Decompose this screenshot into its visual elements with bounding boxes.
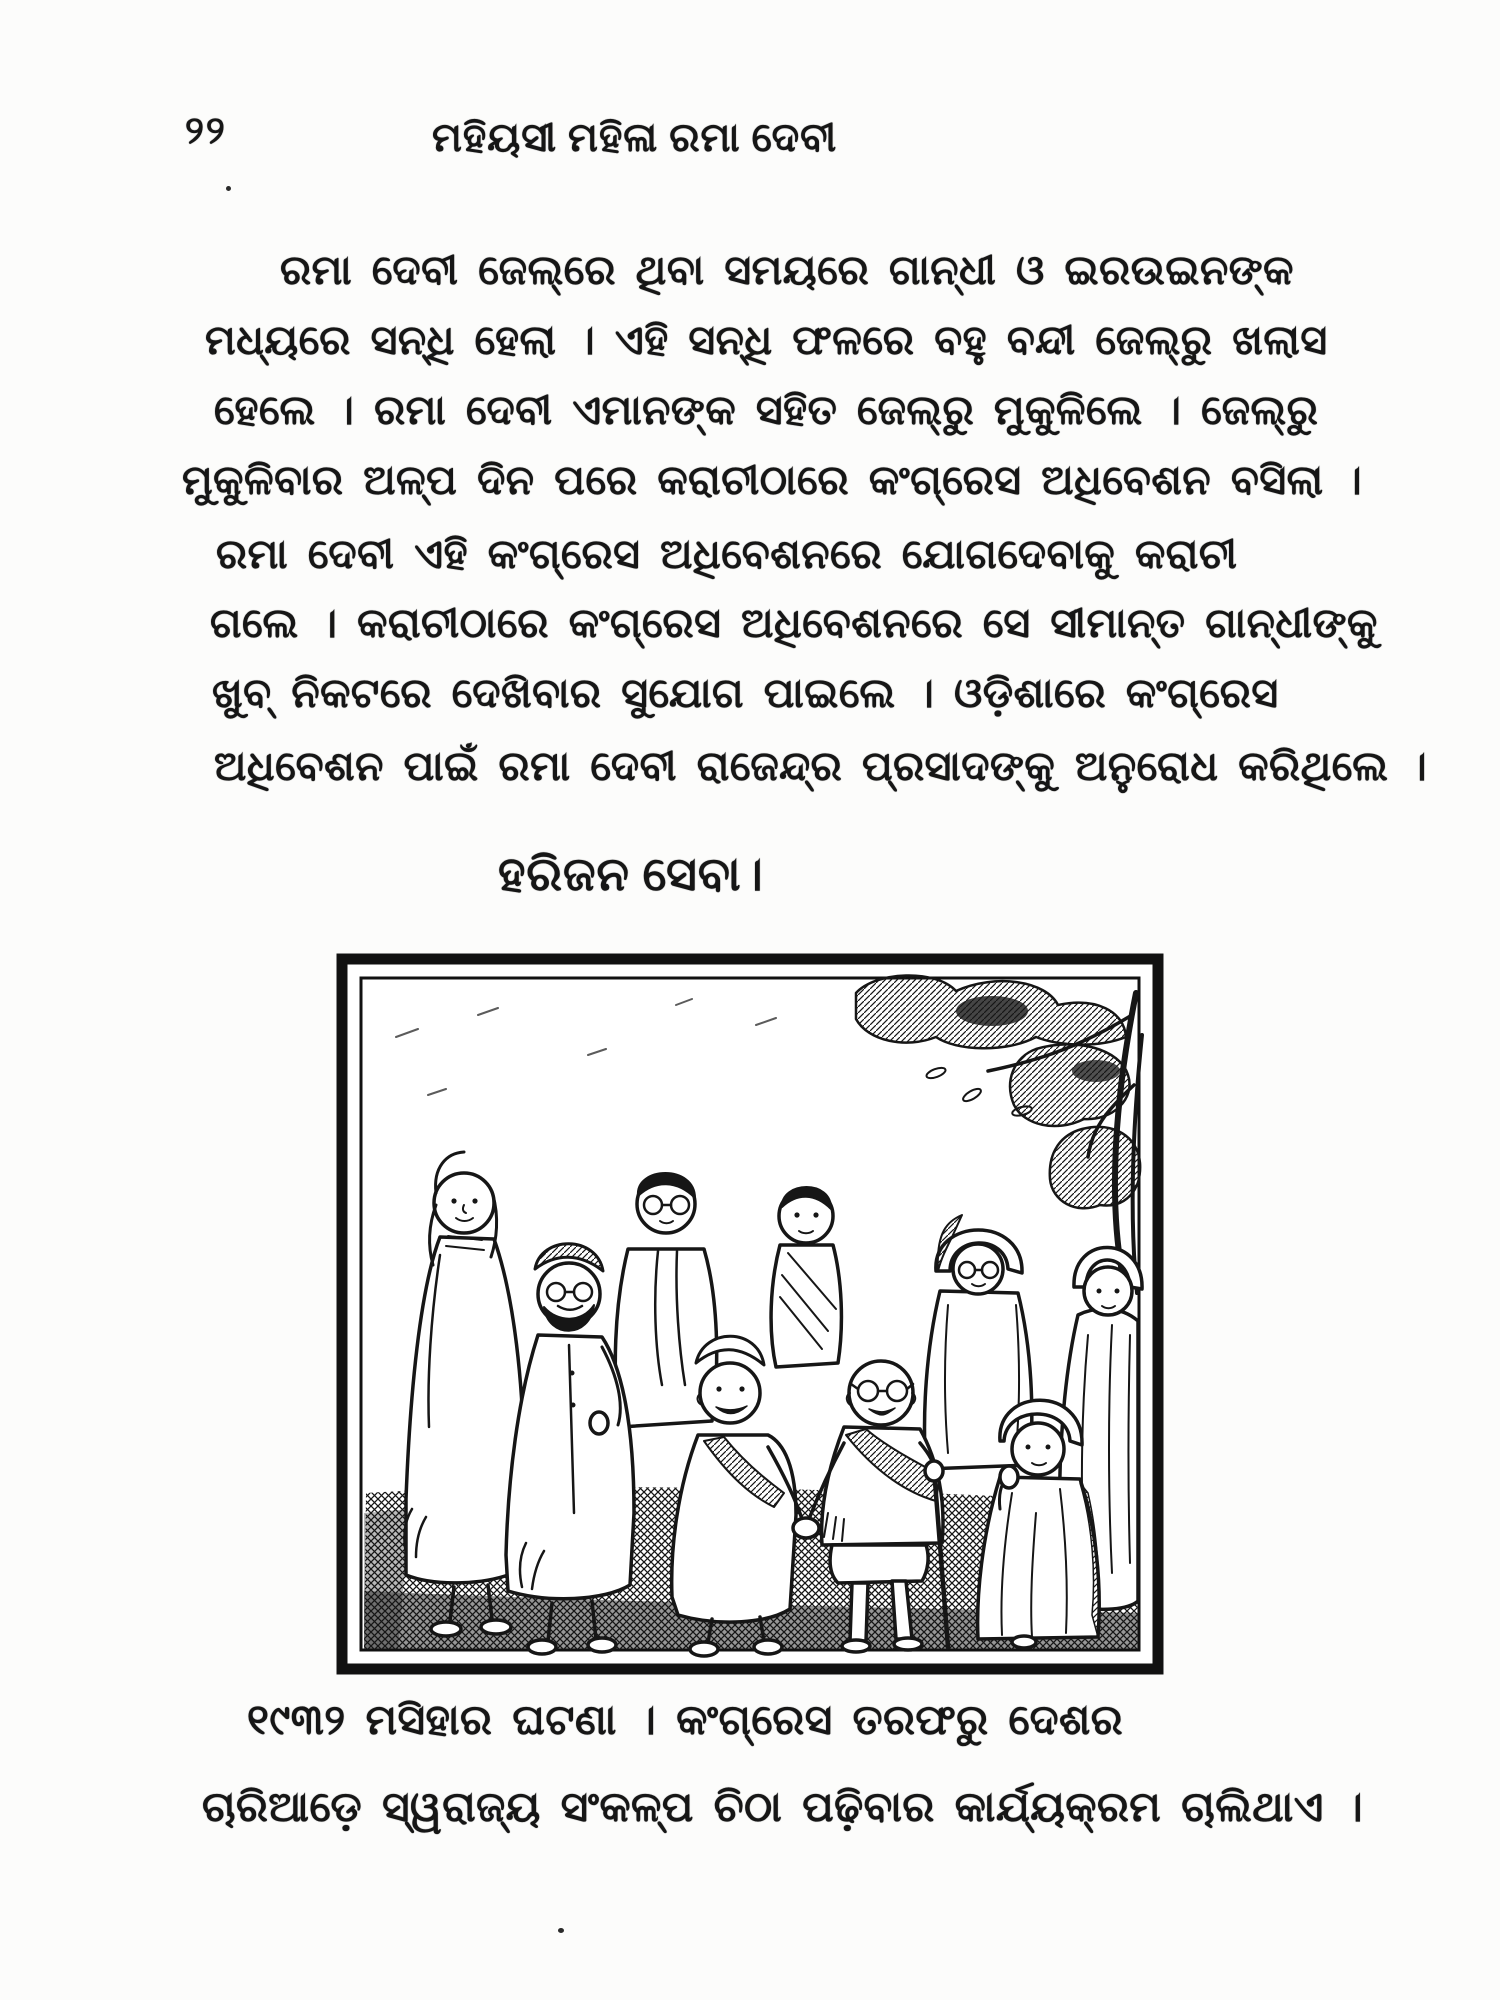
figure-woman-glasses-back [925,1215,1032,1469]
body-line: ମୁକୁଳିବାର ଅଳ୍ପ ଦିନ ପରେ କରାଚୀଠାରେ କଂଗ୍ରେସ ଅଧିବେଶନ ବସିଲା । [182,457,1363,503]
figure-young-man-back [771,1187,841,1367]
running-header: ମହିୟସୀ ମହିଳା ରମା ଦେବୀ [432,115,838,160]
illustration-svg [336,953,1164,1675]
ink-speck [226,186,231,191]
closing-line: ୧୯୩୨ ମସିହାର ଘଟଣା । କଂଗ୍ରେସ ତରଫରୁ ଦେଶର [247,1698,1124,1744]
body-line: ଖୁବ୍ ନିକଟରେ ଦେଖିବାର ସୁଯୋଗ ପାଇଲେ । ଓଡ଼ିଶାରେ କଂଗ୍ରେସ [212,670,1279,716]
clasped-hands [793,1518,819,1538]
illustration [336,953,1164,1675]
closing-line: ଚାରିଆଡ଼େ ସ୍ୱରାଜ୍ୟ ସଂକଳ୍ପ ଚିଠା ପଢ଼ିବାର କାର୍ଯ୍ୟକ୍ରମ ଚାଲିଥାଏ । [202,1785,1364,1831]
page-number: ୨୨ [185,110,227,152]
body-line: ରମା ଦେବୀ ଜେଲ୍‌ରେ ଥିବା ସମୟରେ ଗାନ୍ଧୀ ଓ ଇରଉଇନଙ୍କ [280,247,1294,293]
body-line: ମଧ୍ୟରେ ସନ୍ଧି ହେଲା । ଏହି ସନ୍ଧି ଫଳରେ ବହୁ ବନ୍ଦୀ ଜେଲ୍‌ରୁ ଖଲାସ [205,317,1328,363]
section-heading: ହରିଜନ ସେବା। [498,849,764,901]
body-line: ହେଲେ । ରମା ଦେବୀ ଏମାନଙ୍କ ସହିତ ଜେଲ୍‌ରୁ ମୁକୁଳିଲେ । ଜେଲ୍‌ରୁ [214,387,1319,433]
body-line: ରମା ଦେବୀ ଏହି କଂଗ୍ରେସ ଅଧିବେଶନରେ ଯୋଗଦେବାକୁ କରାଚୀ [216,531,1238,577]
body-line: ଅଧିବେଶନ ପାଇଁ ରମା ଦେବୀ ରାଜେନ୍ଦ୍ର ପ୍ରସାଦଙ୍କୁ ଅନୁରୋଧ କରିଥିଲେ । [214,743,1428,789]
body-line: ଗଲେ । କରାଚୀଠାରେ କଂଗ୍ରେସ ଅଧିବେଶନରେ ସେ ସୀମାନ୍ତ ଗାନ୍ଧୀଙ୍କୁ [210,600,1378,646]
ink-speck [558,1928,564,1933]
